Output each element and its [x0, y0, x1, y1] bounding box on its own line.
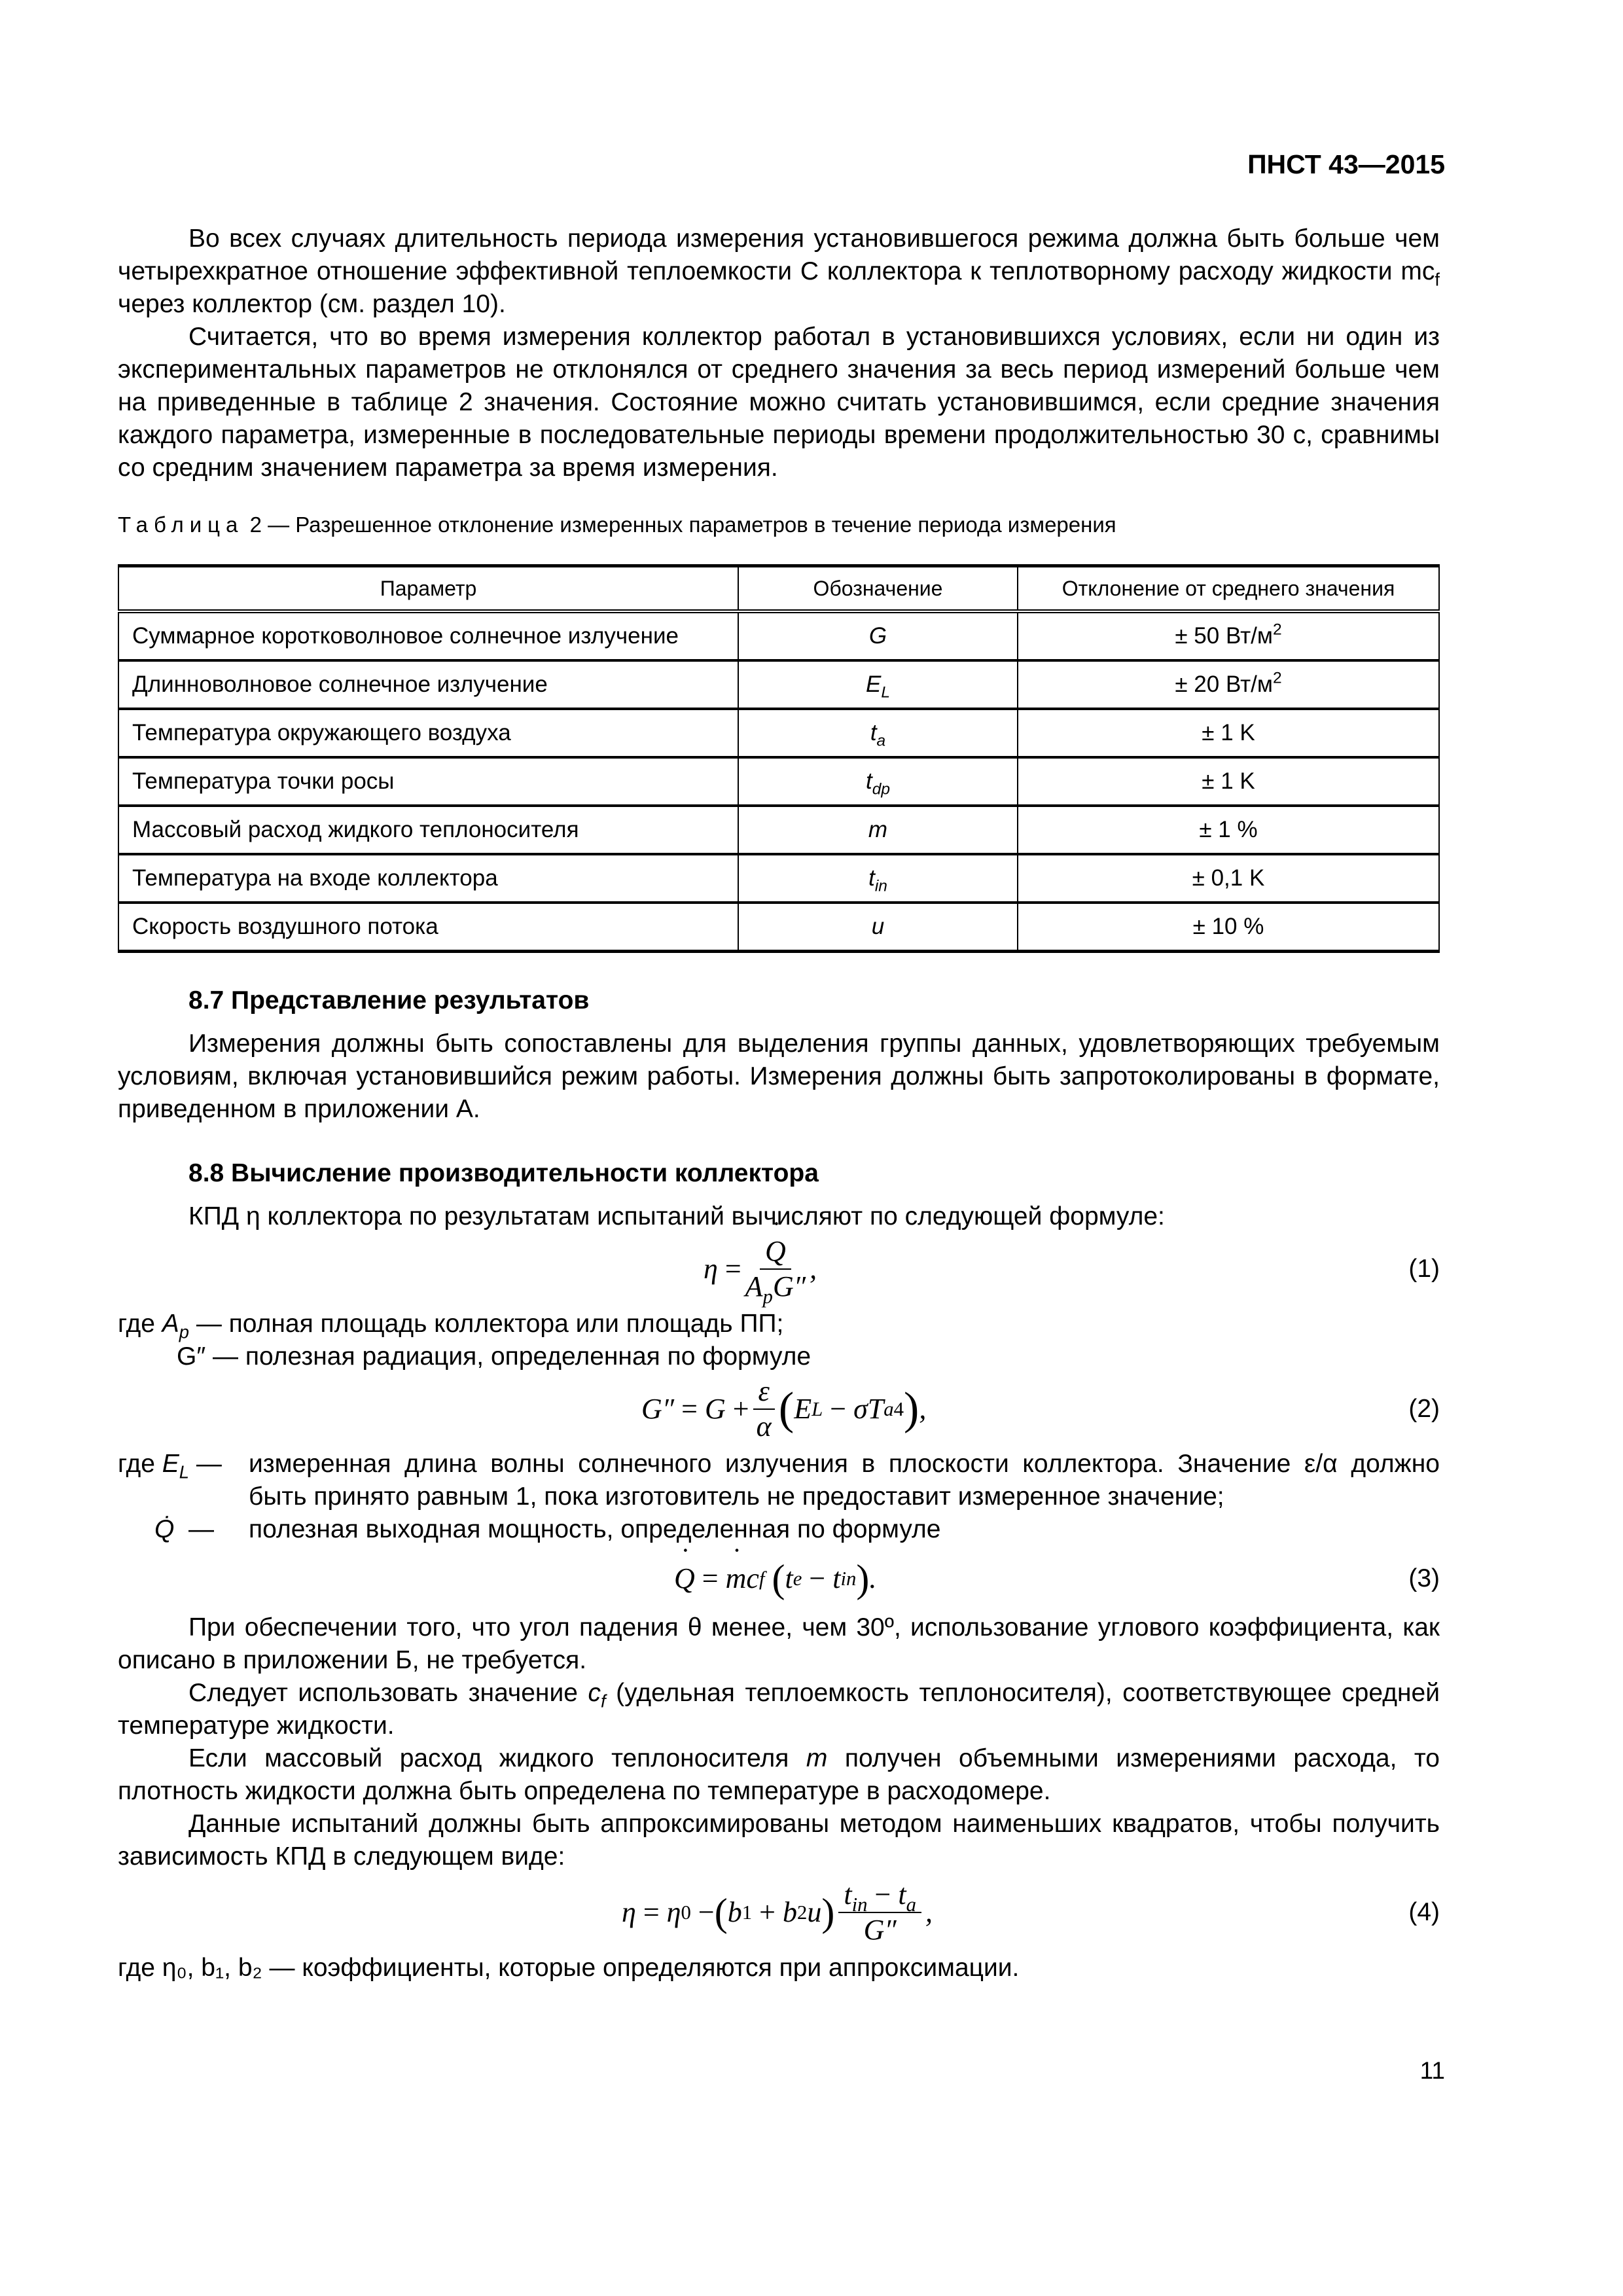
definition-g: G″ — полезная радиация, определенная по формуле	[177, 1342, 812, 1371]
document-code: ПНСТ 43—2015	[1247, 149, 1445, 179]
formula-3-number: (3)	[1408, 1564, 1440, 1592]
table-row	[118, 709, 1439, 757]
cell-parameter: Температура на входе коллектора	[118, 854, 738, 903]
header-deviation: Отклонение от среднего значения	[1018, 566, 1439, 612]
header-symbol: Обозначение	[738, 566, 1018, 612]
table-caption	[118, 512, 1440, 538]
formula-3	[118, 1546, 1440, 1611]
table-row	[118, 757, 1439, 806]
efficiency-intro: КПД η коллектора по результатам испытаний вычисляют по следующей формуле:	[188, 1202, 1165, 1230]
cell-deviation: ± 20 $Вт/м^2$	[1018, 660, 1439, 709]
cell-deviation: ± 1 K	[1018, 757, 1439, 806]
formula-4	[118, 1873, 1440, 1952]
cell-symbol: $t_a$	[738, 709, 1018, 757]
paragraph-specific-heat: Следует использовать значение $c_f$ (удельная теплоемкость теплоносителя), соответствующее средней температуре жидкости.	[118, 1679, 1440, 1740]
cell-symbol: G	[738, 611, 1018, 660]
page-content	[118, 223, 1440, 1984]
definition-ap: где $A_p$ — полная площадь коллектора или площадь ПП;	[118, 1310, 784, 1342]
page-number: 11	[1419, 2057, 1445, 2084]
table-row	[118, 660, 1439, 709]
section-8-7-text: Измерения должны быть сопоставлены для выделения группы данных, удовлетворяющих требуемым условиям, включая установившийся режим работы. Измерения должны быть запротоколированы в формате, приведенном в приложении А.	[118, 1030, 1440, 1123]
definitions-1	[118, 1308, 1440, 1373]
definition-q: Q̇ — полезная выходная мощность, определенная по формуле	[154, 1515, 941, 1543]
section-8-8-title: 8.8 Вычисление производительности коллектора	[188, 1159, 819, 1187]
table-row	[118, 903, 1439, 952]
formula-1-number: (1)	[1408, 1255, 1440, 1283]
formula-1	[118, 1233, 1440, 1308]
formula-1-expression: η = ˙ $\frac{Q}{A_pG''}$ ,	[704, 1233, 817, 1305]
caption-number: 2	[249, 512, 262, 537]
paragraph-least-squares: Данные испытаний должны быть аппроксимированы методом наименьших квадратов, чтобы получить зависимость КПД в следующем виде:	[118, 1810, 1440, 1871]
cell-parameter: Температура окружающего воздуха	[118, 709, 738, 757]
definitions-2	[118, 1448, 1440, 1546]
paragraph-measurement-duration	[118, 223, 1440, 321]
formula-2-expression: G″ = G + $\frac{\varepsilon}{\alpha}$ ( E L − σT a 4 ) ,	[641, 1375, 927, 1443]
cell-parameter: Скорость воздушного потока	[118, 903, 738, 952]
cell-parameter: Температура точки росы	[118, 757, 738, 806]
definition-el: где $E_L$ — измеренная длина волны солнечного излучения в плоскости коллектора. Значение ε/α должно быть принято равным 1, пока изготовитель не предоставит измеренное значение;	[118, 1450, 1440, 1511]
cell-parameter: Суммарное коротковолновое солнечное излучение	[118, 611, 738, 660]
formula-2	[118, 1373, 1440, 1445]
section-8-7-title: 8.7 Представление результатов	[188, 986, 590, 1014]
cell-deviation: ± 1 K	[1018, 709, 1439, 757]
formula-2-number: (2)	[1408, 1395, 1440, 1423]
cell-deviation: ± 1 %	[1018, 806, 1439, 854]
formula-3-expression: ˙ Q = ˙ m c f ( t e − t in ) .	[674, 1546, 876, 1611]
table-row	[118, 806, 1439, 854]
paragraph-mass-flow: Если массовый расход жидкого теплоносителя m получен объемными измерениями расхода, то плотность жидкости должна быть определена по температуре в расходомере.	[118, 1744, 1440, 1805]
cell-parameter: Массовый расход жидкого теплоносителя	[118, 806, 738, 854]
cell-deviation: ± 50 $Вт/м^2$	[1018, 611, 1439, 660]
cell-symbol: m	[738, 806, 1018, 854]
table-header-row	[118, 566, 1439, 612]
cell-symbol: $t_{in}$	[738, 854, 1018, 903]
formula-4-number: (4)	[1408, 1898, 1440, 1926]
paragraph-steady-state: Считается, что во время измерения коллектор работал в установившихся условиях, если ни один из экспериментальных параметров не отклонялся от среднего значения за весь период измерений больше чем на приведенные в таблице 2 значения. Состояние можно считать установившимся, если средние значения каждого параметра, измеренные в последовательные периоды времени продолжительностью 30 с, сравнимы со средним значением параметра за время измерения.	[118, 323, 1440, 482]
definition-coefficients: где η₀, b₁, b₂ — коэффициенты, которые определяются при аппроксимации.	[118, 1954, 1020, 1982]
caption-label: Таблица	[118, 512, 244, 537]
paragraph-text: через коллектор (см. раздел 10).	[118, 290, 506, 318]
header-parameter: Параметр	[118, 566, 738, 612]
cell-parameter: Длинноволновое солнечное излучение	[118, 660, 738, 709]
paragraph-incidence-angle: При обеспечении того, что угол падения θ менее, чем 30º, использование углового коэффициента, как описано в приложении Б, не требуется.	[118, 1613, 1440, 1674]
cell-symbol: $E_L$	[738, 660, 1018, 709]
caption-text: — Разрешенное отклонение измеренных параметров в течение периода измерения	[268, 512, 1116, 537]
cell-symbol: $t_{dp}$	[738, 757, 1018, 806]
table-row	[118, 854, 1439, 903]
paragraph-text: Во всех случаях длительность периода измерения установившегося режима должна быть больше чем четырехкратное отношение эффективной теплоемкости C коллектора к теплотворному расходу жидкости mc	[118, 224, 1440, 285]
cell-symbol: u	[738, 903, 1018, 952]
table-row	[118, 611, 1439, 660]
deviation-table	[118, 564, 1440, 953]
subscript: f	[1435, 269, 1440, 290]
cell-deviation: ± 10 %	[1018, 903, 1439, 952]
formula-4-expression: η = η 0 − ( b 1 + b 2 u ) $\frac{t_{in} - t_a}{G''}$ ,	[622, 1878, 933, 1946]
cell-deviation: ± 0,1 K	[1018, 854, 1439, 903]
